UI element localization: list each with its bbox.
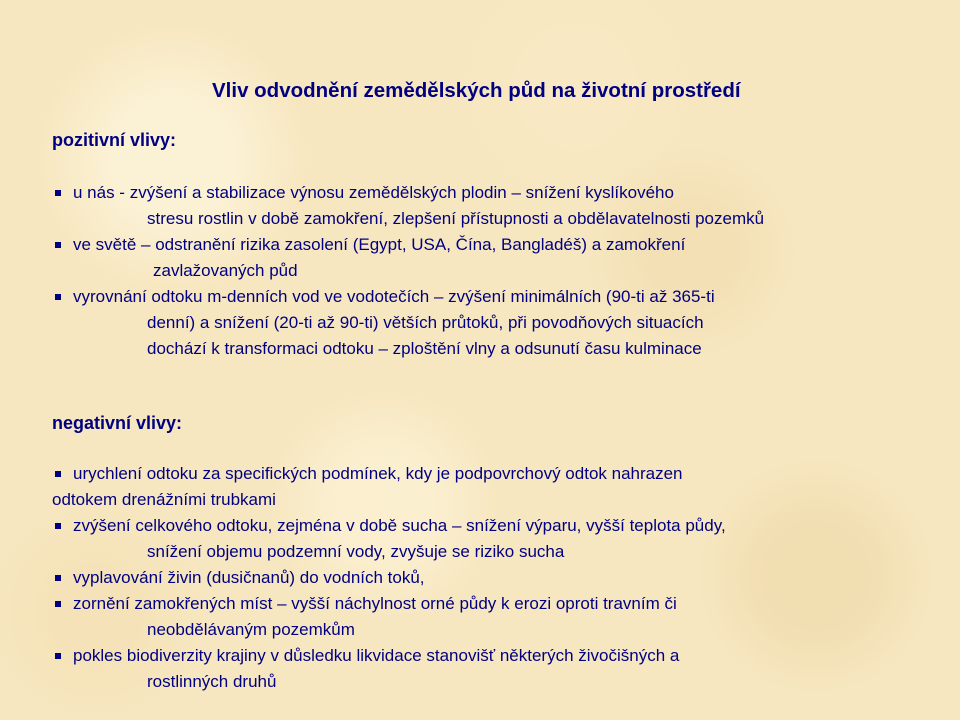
item-text-line: u nás - zvýšení a stabilizace výnosu zemědělských plodin – snížení kyslíkového (73, 183, 674, 202)
list-item (52, 461, 726, 513)
square-bullet-icon (55, 523, 61, 529)
list-item (52, 513, 726, 565)
item-text-line: odtokem drenážními trubkami (52, 490, 276, 509)
item-text-line: zornění zamokřených míst – vyšší náchylnost orné půdy k erozi oproti travním či (73, 594, 677, 613)
item-text-line: snížení objemu podzemní vody, zvyšuje se riziko sucha (147, 542, 565, 561)
item-text-line: vyrovnání odtoku m-denních vod ve vodotečích – zvýšení minimálních (90-ti až 365-ti (73, 287, 715, 306)
list-item (52, 591, 726, 643)
item-text-line: stresu rostlin v době zamokření, zlepšení přístupnosti a obdělavatelnosti pozemků (147, 209, 765, 228)
square-bullet-icon (55, 190, 61, 196)
item-text-line: denní) a snížení (20-ti až 90-ti) větších průtoků, při povodňových situacích (147, 313, 704, 332)
item-text-line: dochází k transformaci odtoku – zploštění vlny a odsunutí času kulminace (147, 339, 702, 358)
item-text-line: neobdělávaným pozemkům (147, 620, 355, 639)
list-item (52, 643, 726, 695)
square-bullet-icon (55, 294, 61, 300)
positive-heading: pozitivní vlivy: (52, 130, 177, 150)
item-text-line: pokles biodiverzity krajiny v důsledku likvidace stanovišť některých živočišných a (73, 646, 680, 665)
positive-list (73, 180, 764, 362)
item-text-line: ve světě – odstranění rizika zasolení (Egypt, USA, Čína, Bangladéš) a zamokření (73, 235, 686, 254)
square-bullet-icon (55, 575, 61, 581)
negative-list (52, 461, 726, 695)
item-text-line: rostlinných druhů (147, 672, 277, 691)
slide-title: Vliv odvodnění zemědělských půd na životní prostředí (212, 79, 741, 102)
list-item (73, 284, 764, 362)
square-bullet-icon (55, 242, 61, 248)
square-bullet-icon (55, 471, 61, 477)
item-text-line: urychlení odtoku za specifických podmínek, kdy je podpovrchový odtok nahrazen (73, 464, 683, 483)
item-text-line: zvýšení celkového odtoku, zejména v době sucha – snížení výparu, vyšší teplota půdy, (73, 516, 726, 535)
item-text-line: zavlažovaných půd (153, 261, 298, 280)
negative-heading: negativní vlivy: (52, 413, 183, 433)
list-item (73, 232, 764, 284)
square-bullet-icon (55, 653, 61, 659)
list-item (52, 565, 726, 591)
item-text-line: vyplavování živin (dusičnanů) do vodních toků, (73, 568, 425, 587)
list-item (73, 180, 764, 232)
square-bullet-icon (55, 601, 61, 607)
